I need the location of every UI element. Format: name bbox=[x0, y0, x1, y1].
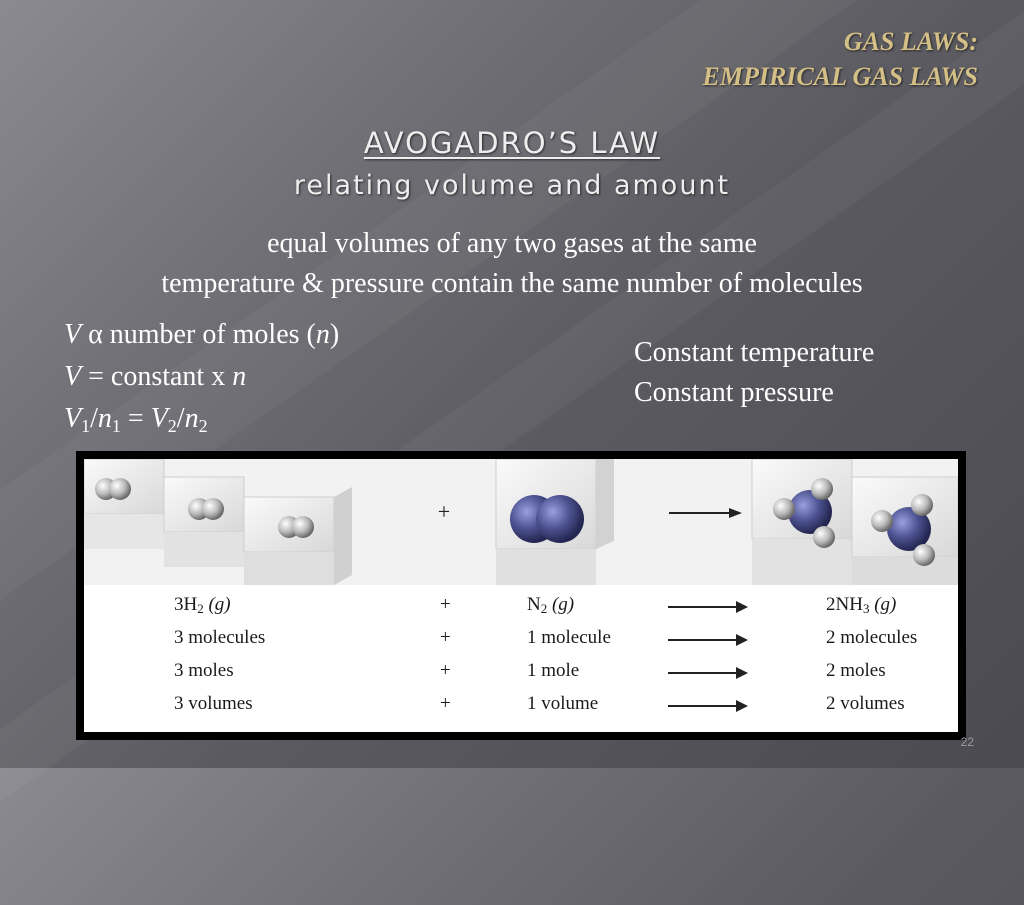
row-right: 2 molecules bbox=[826, 627, 918, 648]
formula-main: N bbox=[527, 594, 541, 615]
arrow-head bbox=[736, 601, 748, 613]
plus-sign: + bbox=[440, 594, 451, 615]
phase: (g) bbox=[547, 594, 575, 615]
phase: (g) bbox=[869, 594, 897, 615]
statement-line-2: temperature & pressure contain the same number of molecules bbox=[161, 268, 863, 299]
var-n: n bbox=[315, 319, 330, 350]
row-right: 2 volumes bbox=[826, 693, 905, 714]
relations-block bbox=[64, 314, 339, 447]
row-left: 3 volumes bbox=[174, 693, 253, 714]
row-right: 2 moles bbox=[826, 660, 886, 681]
formula-main: 2NH bbox=[826, 594, 863, 615]
h2-molecule-icon bbox=[278, 516, 314, 538]
subscript: 1 bbox=[81, 416, 91, 436]
nh3-formula bbox=[826, 594, 896, 617]
h2-formula bbox=[174, 594, 231, 617]
plus-sign: + bbox=[440, 627, 451, 648]
slash: / bbox=[90, 403, 98, 434]
subscript: 1 bbox=[111, 416, 121, 436]
header-line-1: GAS LAWS: bbox=[843, 27, 978, 56]
paren-close: ) bbox=[329, 319, 340, 350]
relation-constant bbox=[64, 356, 339, 398]
subscript: 2 bbox=[167, 416, 177, 436]
phase: (g) bbox=[203, 594, 231, 615]
relation-text: number of moles ( bbox=[109, 319, 316, 350]
formula-main: 3H bbox=[174, 594, 198, 615]
molecule-scene bbox=[84, 459, 958, 585]
arrow-head bbox=[736, 700, 748, 712]
formula-sub: 2 bbox=[197, 601, 204, 616]
arrow-head bbox=[736, 667, 748, 679]
row-mid: 1 volume bbox=[527, 693, 599, 714]
subscript: 2 bbox=[198, 416, 208, 436]
slide-title: AVOGADRO’S LAW bbox=[363, 126, 661, 160]
var-v1: V bbox=[64, 403, 82, 434]
slash: / bbox=[176, 403, 185, 434]
relation-proportional bbox=[64, 314, 339, 356]
page-number: 22 bbox=[960, 735, 974, 749]
formula-sub: 2 bbox=[540, 601, 548, 616]
slide-subtitle: relating volume and amount bbox=[293, 170, 731, 201]
arrow-line bbox=[668, 672, 742, 674]
header-line-2: EMPIRICAL GAS LAWS bbox=[702, 62, 978, 91]
row-mid: 1 mole bbox=[527, 660, 580, 681]
h2-molecule-icon bbox=[95, 478, 131, 500]
statement-line-1: equal volumes of any two gases at the same bbox=[267, 228, 757, 259]
var-n1: n bbox=[97, 403, 112, 434]
row-left: 3 molecules bbox=[174, 627, 266, 648]
var-n2: n bbox=[184, 403, 199, 434]
relation-text: = constant x bbox=[81, 361, 233, 392]
formula-sub: 3 bbox=[862, 601, 870, 616]
arrow-line bbox=[668, 705, 742, 707]
scene-plus: + bbox=[437, 499, 451, 524]
var-v2: V bbox=[150, 403, 168, 434]
relation-ratio bbox=[64, 398, 339, 447]
arrow-head bbox=[736, 634, 748, 646]
proportional-symbol: α bbox=[81, 319, 110, 350]
var-v: V bbox=[64, 361, 82, 392]
row-left: 3 moles bbox=[174, 660, 234, 681]
equals: = bbox=[120, 403, 151, 434]
table-row bbox=[84, 627, 958, 657]
table-row bbox=[84, 594, 958, 624]
law-statement bbox=[0, 224, 1024, 304]
var-n: n bbox=[232, 361, 247, 392]
table-row bbox=[84, 660, 958, 690]
row-mid: 1 molecule bbox=[527, 627, 611, 648]
arrow-line bbox=[668, 606, 742, 608]
section-header bbox=[702, 24, 978, 94]
plus-sign: + bbox=[440, 660, 451, 681]
condition-pressure: Constant pressure bbox=[634, 377, 834, 408]
arrow-line bbox=[668, 639, 742, 641]
reaction-table bbox=[84, 594, 958, 734]
n2-formula bbox=[527, 594, 574, 617]
table-row bbox=[84, 693, 958, 723]
n2-molecule-icon bbox=[510, 495, 584, 543]
reaction-figure bbox=[76, 451, 966, 740]
figure-panel bbox=[82, 457, 960, 734]
conditions-block bbox=[634, 333, 874, 413]
condition-temperature: Constant temperature bbox=[634, 337, 875, 368]
var-v: V bbox=[64, 319, 82, 350]
plus-sign: + bbox=[440, 693, 451, 714]
h2-molecule-icon bbox=[188, 498, 224, 520]
